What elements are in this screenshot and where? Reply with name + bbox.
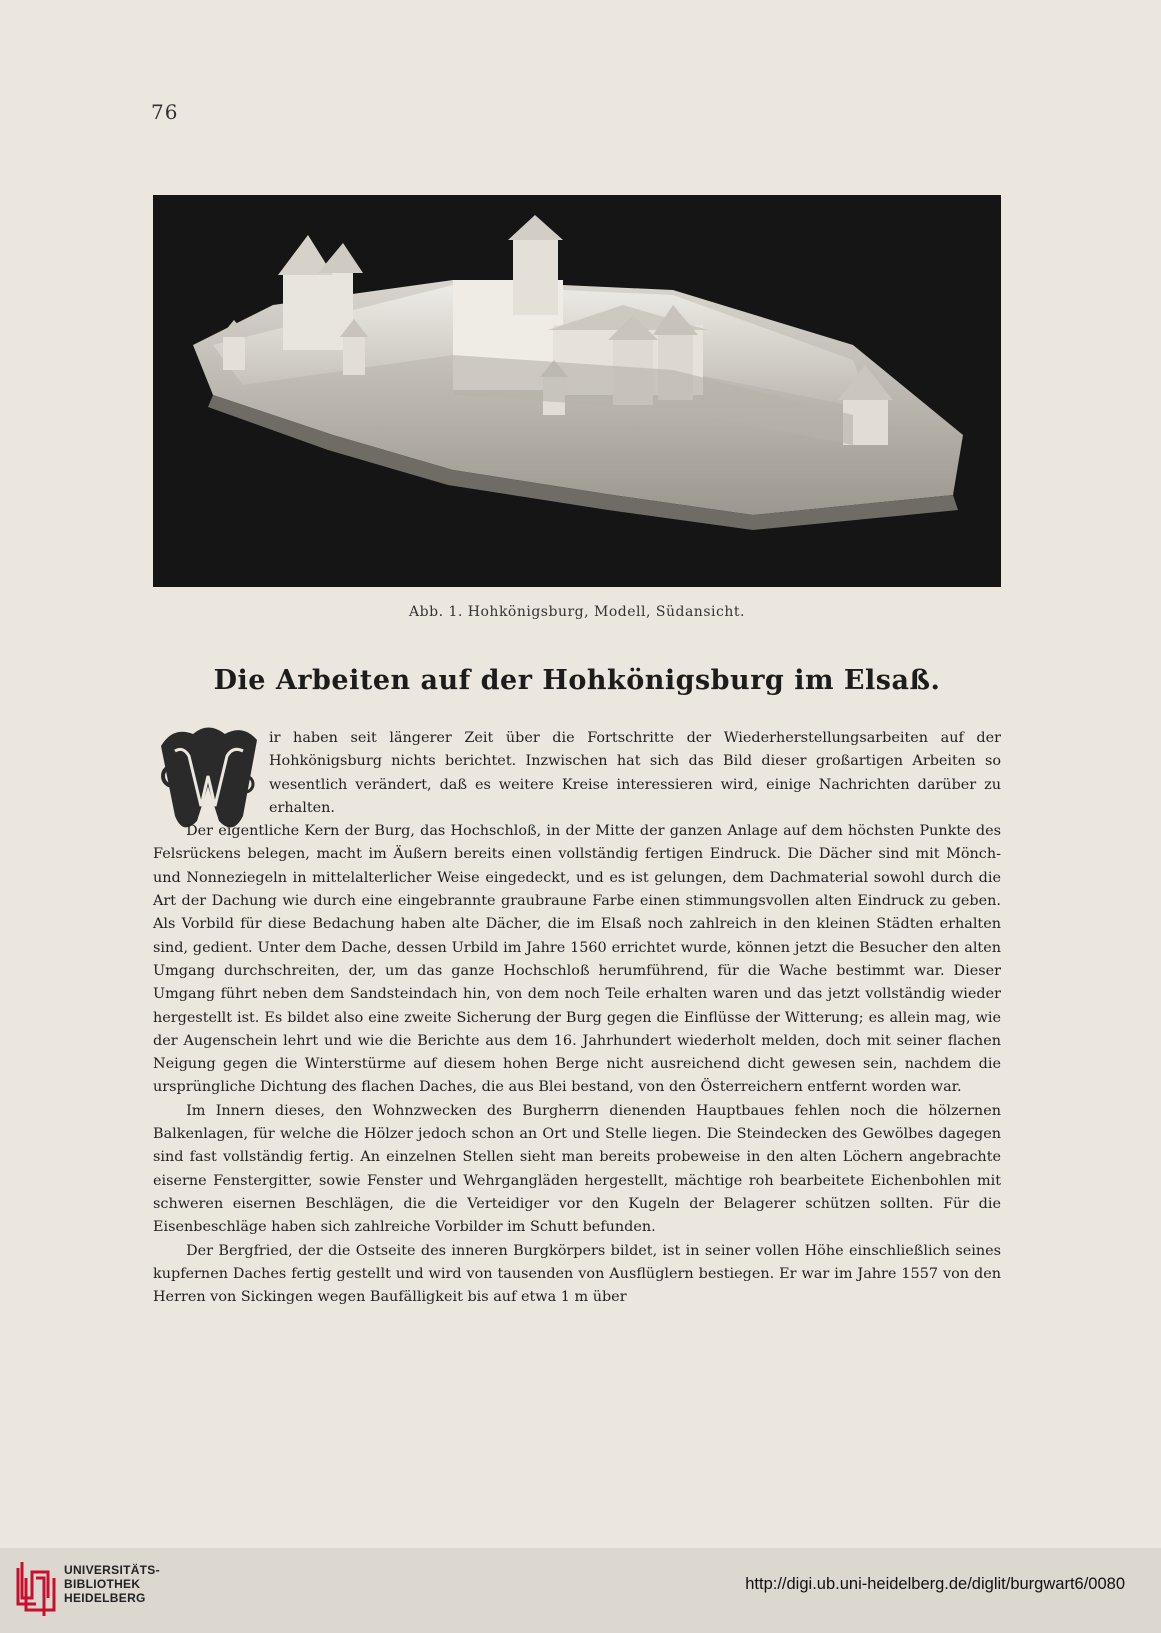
library-name[interactable] (64, 1563, 160, 1605)
paragraph-4: Der Bergfried, der die Ostseite des inneren Burgkörpers bildet, ist in seiner vollen Höhe einschließlich seines kupfernen Daches fertig gestellt und wird von tausenden von Ausflüglern bestiegen. Er war im Jahre 1557 von den Herren von Sickingen wegen Baufälligkeit bis auf etwa 1 m über (153, 1242, 1001, 1306)
page-number: 76 (151, 100, 179, 124)
library-line-2: BIBLIOTHEK (64, 1577, 141, 1591)
permalink-url[interactable]: http://digi.ub.uni-heidelberg.de/diglit/burgwart6/0080 (745, 1575, 1125, 1593)
article-headline: Die Arbeiten auf der Hohkönigsburg im Elsaß. (213, 665, 941, 696)
figure-caption: Abb. 1. Hohkönigsburg, Modell, Südansicht. (409, 604, 745, 620)
library-line-3: HEIDELBERG (64, 1591, 146, 1605)
university-library-logo-icon[interactable] (14, 1558, 58, 1620)
castle-model-photo (153, 195, 1001, 587)
library-line-1: UNIVERSITÄTS- (64, 1563, 160, 1577)
paragraph-3: Im Innern dieses, den Wohnzwecken des Burgherrn dienenden Hauptbaues fehlen noch die hölzernen Balkenlagen, für welche die Hölzer jedoch schon an Ort und Stelle liegen. Die Steindecken des Gewölbes dagegen sind fast vollständig fertig. An einzelnen Stellen sieht man bereits probeweise in den alten Löchern angebrachte eiserne Fenstergitter, sowie Fenster und Wehrgangläden hergestellt, mächtige roh bearbeitete Eichenbohlen mit schweren eisernen Beschlägen, die die Verteidiger vor den Kugeln der Belagerer schützen sollten. Für die Eisenbeschläge haben sich zahlreiche Vorbilder im Schutt befunden. (153, 1102, 1001, 1236)
castle-model-illustration (153, 195, 1001, 587)
paragraph-2: Der eigentliche Kern der Burg, das Hochschloß, in der Mitte der ganzen Anlage auf dem höchsten Punkte des Felsrückens belegen, macht im Äußern bereits einen vollständig fertigen Eindruck. Die Dächer sind mit Mönch- und Nonneziegeln in mittelalterlicher Weise eingedeckt, und es ist gelungen, dem Dachmaterial sowohl durch die Art der Dachung wie durch eine eingebrannte graubraune Farbe einen stimmungsvollen alten Eindruck zu geben. Als Vorbild für diese Bedachung haben alte Dächer, die im Elsaß noch zahlreich in den kleinen Städten erhalten sind, gedient. Unter dem Dache, dessen Urbild im Jahre 1560 errichtet wurde, können jetzt die Besucher den alten Umgang durchschreiten, der, um das ganze Hochschloß herumführend, für die Wache bestimmt war. Dieser Umgang führt neben dem Sandsteindach hin, von dem noch Teile erhalten waren und das jetzt vollständig wieder hergestellt ist. Es bildet also eine zweite Sicherung der Burg gegen die Einflüsse der Witterung; es allein mag, wie der Augenschein lehrt und wie die Berichte aus dem 16. Jahrhundert wiederholt melden, doch mit seiner flachen Neigung gegen die Winterstürme auf diesem hohen Berge nicht ausreichend dicht gewesen sein, nachdem die ursprüngliche Dichtung des flachen Daches, die aus Blei bestand, von den Österreichern entfernt worden war. (153, 823, 1001, 1096)
paragraph-1: ir haben seit längerer Zeit über die Fortschritte der Wiederherstellungsarbeiten auf der Hohkönigsburg nichts berichtet. Inzwischen hat sich das Bild dieser großartigen Arbeiten so wesentlich verändert, daß es weitere Kreise interessieren wird, einige Nachrichten darüber zu erhalten. (269, 730, 1001, 816)
article-body (153, 727, 1001, 1309)
